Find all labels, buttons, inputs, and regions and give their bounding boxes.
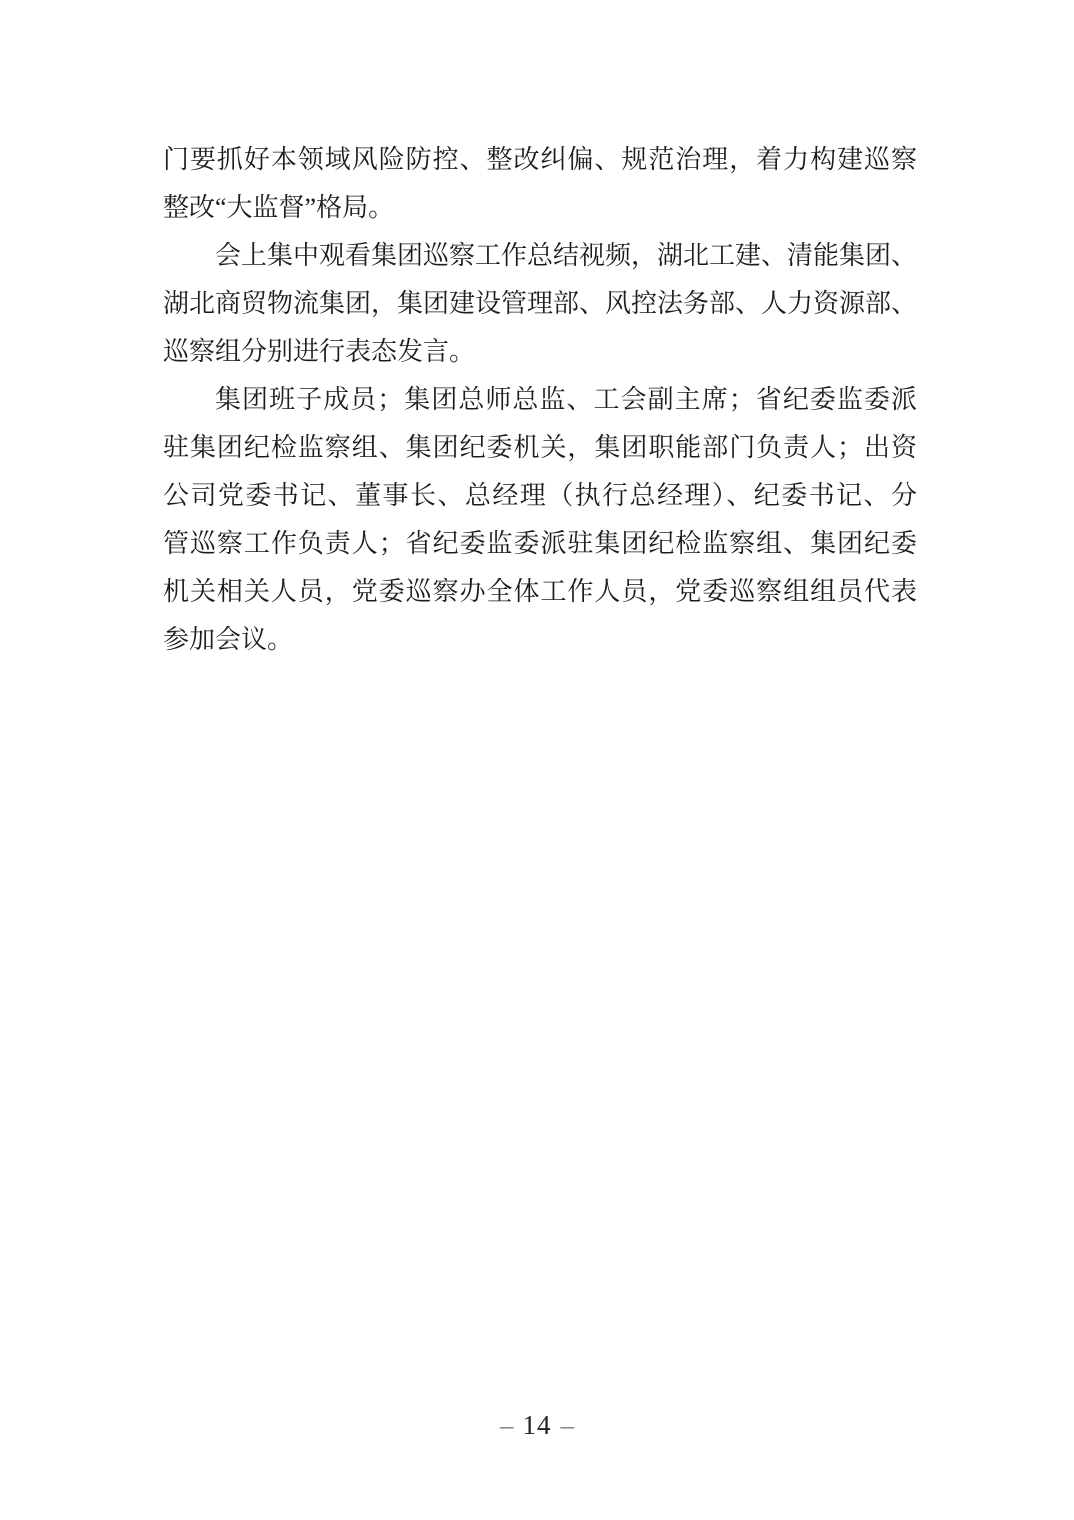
page-number-dash-right: – <box>560 1410 574 1440</box>
text-line: 湖北商贸物流集团，集团建设管理部、风控法务部、人力资源部、 <box>163 289 918 318</box>
text-line: 集团班子成员；集团总师总监、工会副主席；省纪委监委派 <box>215 385 917 414</box>
page-number-dash-left: – <box>500 1410 514 1440</box>
page-number-value: 14 <box>522 1410 552 1440</box>
paragraph <box>163 232 917 376</box>
text-line: 参加会议。 <box>163 625 294 654</box>
paragraph <box>163 376 917 664</box>
text-line: 驻集团纪检监察组、集团纪委机关，集团职能部门负责人；出资 <box>163 433 917 462</box>
text-line: 巡察组分别进行表态发言。 <box>163 337 476 366</box>
text-line: 整改“大监督”格局。 <box>163 193 395 222</box>
text-line: 机关相关人员，党委巡察办全体工作人员，党委巡察组组员代表 <box>163 577 917 606</box>
paragraph <box>163 136 917 232</box>
page-number <box>0 1402 1074 1448</box>
text-line: 会上集中观看集团巡察工作总结视频，湖北工建、清能集团、 <box>215 241 918 270</box>
document-text <box>163 136 917 664</box>
text-line: 管巡察工作负责人；省纪委监委派驻集团纪检监察组、集团纪委 <box>163 529 917 558</box>
text-line: 门要抓好本领域风险防控、整改纠偏、规范治理，着力构建巡察 <box>163 145 917 174</box>
text-line: 公司党委书记、董事长、总经理（执行总经理）、纪委书记、分 <box>163 481 917 510</box>
